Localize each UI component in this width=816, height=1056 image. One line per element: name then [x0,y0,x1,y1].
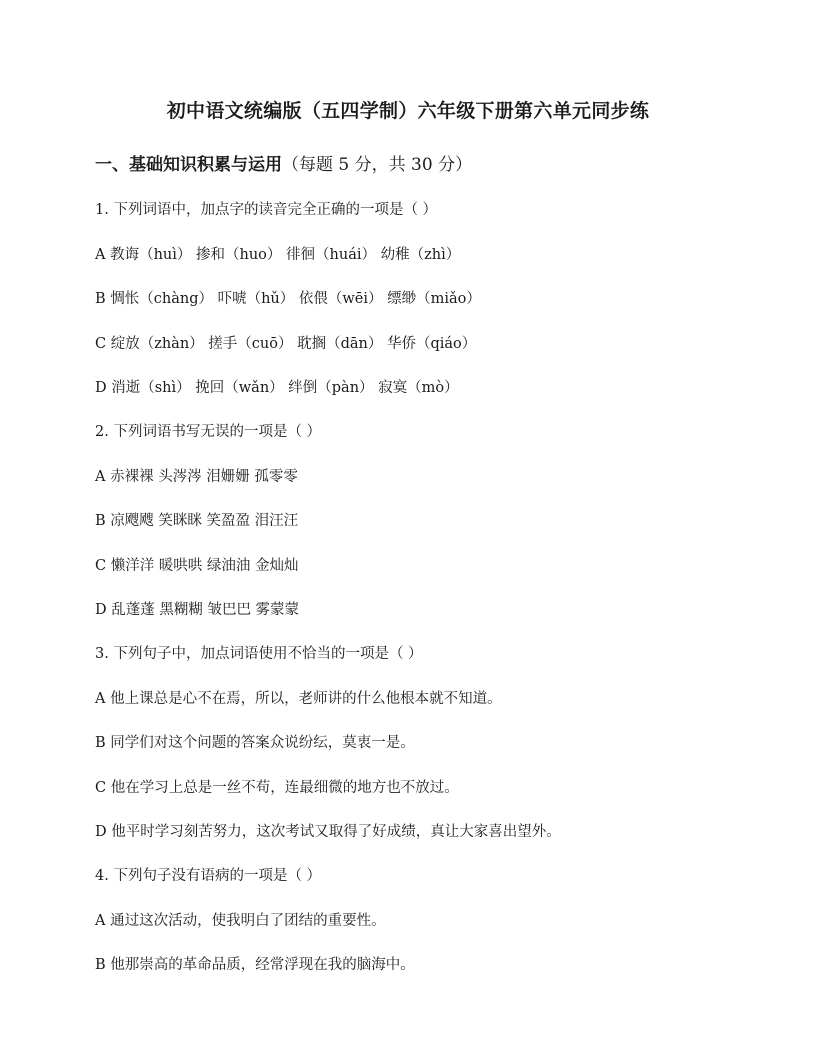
question-stem: 2. 下列词语书写无误的一项是（ ） [95,424,322,440]
answer-option: B 同学们对这个问题的答案众说纷纭，莫衷一是。 [95,735,415,751]
section-score-note: （每题 5 分，共 30 分） [282,155,473,175]
question-stem: 4. 下列句子没有语病的一项是（ ） [95,868,322,884]
answer-option: B 惆怅（chàng） 吓唬（hǔ） 依偎（wēi） 缥缈（miǎo） [95,291,481,307]
section-heading-label: 一、基础知识积累与运用 [95,155,282,175]
section-heading [95,150,472,175]
question-stem: 1. 下列词语中，加点字的读音完全正确的一项是（ ） [95,202,438,218]
answer-option: C 他在学习上总是一丝不苟，连最细微的地方也不放过。 [95,780,459,796]
page-title: 初中语文统编版（五四学制）六年级下册第六单元同步练 [166,100,650,122]
answer-option: A 赤裸裸 头涔涔 泪姗姗 孤零零 [95,469,298,485]
answer-option: C 懒洋洋 暖哄哄 绿油油 金灿灿 [95,558,299,574]
answer-option: A 教诲（huì） 掺和（huo） 徘徊（huái） 幼稚（zhì） [95,247,461,263]
question-stem: 3. 下列句子中，加点词语使用不恰当的一项是（ ） [95,646,423,662]
answer-option: D 他平时学习刻苦努力，这次考试又取得了好成绩，真让大家喜出望外。 [95,824,561,840]
answer-option: C 绽放（zhàn） 搓手（cuō） 耽搁（dān） 华侨（qiáo） [95,336,477,352]
answer-option: B 他那崇高的革命品质，经常浮现在我的脑海中。 [95,957,415,973]
answer-option: A 他上课总是心不在焉，所以，老师讲的什么他根本就不知道。 [95,691,502,707]
answer-option: B 凉飕飕 笑眯眯 笑盈盈 泪汪汪 [95,513,299,529]
answer-option: D 乱蓬蓬 黑糊糊 皱巴巴 雾蒙蒙 [95,602,300,618]
answer-option: A 通过这次活动，使我明白了团结的重要性。 [95,913,386,929]
answer-option: D 消逝（shì） 挽回（wǎn） 绊倒（pàn） 寂寞（mò） [95,380,459,396]
